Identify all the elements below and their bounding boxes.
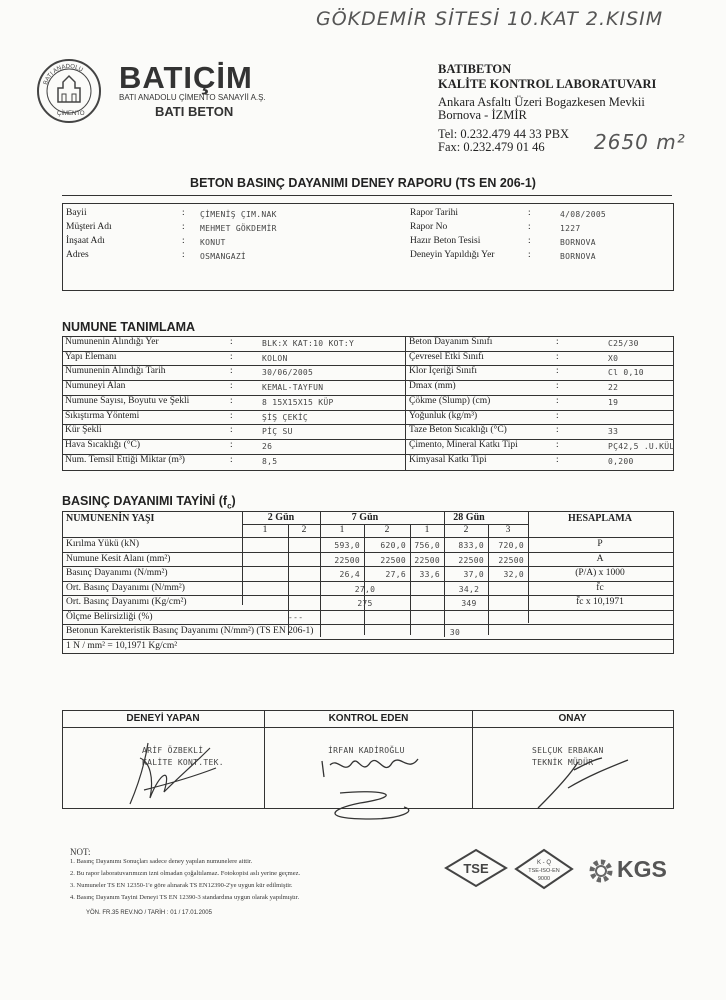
- sample-spec-label: Çevresel Etki Sınıfı: [409, 351, 484, 362]
- colon-separator: :: [528, 208, 531, 218]
- report-info-value: 4/08/2005: [560, 210, 607, 219]
- approver-name: SELÇUK ERBAKAN: [532, 746, 604, 755]
- strength-cell: 22500: [498, 555, 524, 565]
- colon-separator: :: [556, 454, 559, 465]
- handwritten-note-top: GÖKDEMİR SİTESİ 10.KAT 2.KISIM: [316, 8, 664, 30]
- signature-header-controller: KONTROL EDEN: [328, 713, 409, 724]
- customer-info-label: Bayii: [66, 208, 87, 218]
- average-row-label: Ort. Basınç Dayanımı (Kg/cm²): [66, 597, 187, 607]
- colon-separator: :: [230, 351, 233, 362]
- strength-cell: 620,0: [380, 541, 406, 550]
- lab-title: KALİTE KONTROL LABORATUVARI: [438, 77, 657, 91]
- signature-header-approval: ONAY: [558, 713, 587, 724]
- customer-info-label: Adres: [66, 250, 89, 260]
- average-28-days: 34,2: [458, 584, 480, 594]
- form-code: YÖN. FR.35 REV.NO / TARİH : 01 / 17.01.2005: [86, 910, 212, 916]
- colon-separator: :: [556, 366, 559, 377]
- report-title: BETON BASINÇ DAYANIMI DENEY RAPORU (TS EN 206-1): [190, 176, 536, 190]
- strength-row-label: Basınç Dayanımı (N/mm²): [66, 568, 168, 578]
- controller-signature: [300, 745, 440, 830]
- table-row-line: [62, 566, 673, 567]
- sample-value: 26: [262, 441, 273, 451]
- sample-row-line: [62, 424, 673, 425]
- strength-calc: P: [597, 539, 603, 549]
- sample-row-line: [62, 351, 673, 352]
- col-group-7-days: 7 Gün: [351, 512, 379, 523]
- header-bottom-line: [62, 537, 673, 538]
- note-item: 4. Basınç Dayanım Tayini Deneyi TS EN 12390-3 standardına uygun olarak yapılmıştır.: [70, 894, 300, 901]
- sub-col-header: 2: [384, 525, 390, 535]
- colon-separator: :: [556, 395, 559, 406]
- strength-row-label: Numune Kesit Alanı (mm²): [66, 553, 171, 564]
- colon-separator: :: [230, 425, 233, 436]
- colon-separator: :: [230, 454, 233, 465]
- average-calc: f̄c: [596, 582, 604, 593]
- colon-separator: :: [556, 381, 559, 392]
- colon-separator: :: [556, 337, 559, 347]
- sub-col-header: 3: [505, 525, 511, 535]
- strength-cell: 22500: [380, 555, 406, 565]
- colon-separator: :: [182, 222, 185, 232]
- report-info-label: Rapor Tarihi: [410, 208, 458, 218]
- customer-info-label: İnşaat Adı: [66, 236, 105, 246]
- lab-name: BATIBETON: [438, 62, 512, 76]
- sample-row-line: [62, 439, 673, 440]
- colon-separator: :: [556, 351, 559, 362]
- sample-row-line: [62, 410, 673, 411]
- sample-spec-label: Beton Dayanım Sınıfı: [409, 337, 493, 347]
- notes-title: NOT:: [70, 847, 91, 857]
- sample-spec-value: Cl 0,10: [608, 368, 644, 378]
- col-calc-header: HESAPLAMA: [568, 513, 632, 524]
- svg-text:TSE-ISO-EN: TSE-ISO-EN: [528, 868, 560, 874]
- table-row-line: [62, 639, 673, 640]
- brand-name: BATIÇİM: [119, 60, 253, 95]
- note-item: 1. Basınç Dayanımı Sonuçları sadece deney yapılan numunelere aittir.: [70, 858, 253, 865]
- signature-divider-1: [264, 710, 265, 808]
- customer-info-label: Müşteri Adı: [66, 222, 112, 232]
- kq-iso-logo: [514, 848, 574, 890]
- col-group-2-days: 2 Gün: [267, 512, 295, 523]
- strength-cell: 22500: [458, 555, 484, 565]
- strength-cell: 33,6: [419, 570, 440, 579]
- strength-cell: 22500: [414, 555, 440, 565]
- sub-col-header: 1: [424, 525, 430, 535]
- unit-conversion-note: 1 N / mm² = 10,1971 Kg/cm²: [66, 640, 178, 651]
- sub-col-header: 2: [301, 525, 307, 535]
- sub-col-header: 1: [339, 525, 345, 535]
- strength-cell: 720,0: [498, 541, 524, 550]
- report-info-value: BORNOVA: [560, 252, 596, 261]
- colon-separator: :: [182, 236, 185, 246]
- col-group-28-days: 28 Gün: [453, 512, 485, 523]
- signature-divider-2: [472, 710, 473, 808]
- sample-label: Yapı Elemanı: [65, 351, 117, 362]
- strength-calc: A: [596, 553, 604, 564]
- tester-title: KALİTE KONT.TEK.: [142, 758, 224, 767]
- kgs-logo-text: KGS: [617, 856, 667, 882]
- table-row-line: [62, 624, 673, 625]
- tester-signature: [120, 738, 230, 813]
- note-item: 3. Numuneler TS EN 12350-1'e göre alınarak TS EN12390-2'ye uygun kür edilmiştir.: [70, 882, 293, 889]
- colon-separator: :: [556, 410, 559, 421]
- strength-row-label: Kırılma Yükü (kN): [66, 539, 139, 549]
- sample-value: KOLON: [262, 353, 288, 363]
- colon-separator: :: [230, 337, 233, 347]
- characteristic-value: 30: [449, 628, 461, 637]
- colon-separator: :: [230, 366, 233, 377]
- sample-spec-value: X0: [608, 353, 619, 363]
- strength-cell: 26,4: [339, 570, 360, 579]
- sample-section-title: NUMUNE TANIMLAMA: [62, 320, 196, 334]
- colon-separator: :: [528, 236, 531, 246]
- table-row-line: [62, 552, 673, 553]
- table-row-line: [62, 595, 673, 596]
- brand-company: BATI ANADOLU ÇİMENTO SANAYİİ A.Ş.: [119, 93, 266, 102]
- average-calc: f̄c x 10,1971: [576, 597, 624, 607]
- sample-spec-label: Çökme (Slump) (cm): [409, 395, 491, 406]
- lab-fax: Fax: 0.232.479 01 46: [438, 140, 545, 154]
- sample-value: BLK:X KAT:10 KOT:Y: [262, 339, 355, 348]
- sample-label: Numunenin Alındığı Yer: [65, 337, 159, 347]
- sample-spec-label: Dmax (mm): [409, 381, 456, 392]
- report-info-label: Hazır Beton Tesisi: [410, 236, 481, 246]
- report-info-value: 1227: [560, 224, 581, 233]
- strength-cell: 833,0: [458, 541, 484, 550]
- controller-name: İRFAN KADİROĞLU: [328, 746, 405, 755]
- sample-spec-value: 19: [608, 397, 619, 407]
- colon-separator: :: [528, 250, 531, 260]
- customer-info-value: OSMANGAZİ: [200, 252, 247, 261]
- sample-spec-label: Klor İçeriği Sınıfı: [409, 366, 478, 377]
- approver-title: TEKNİK MÜDÜR: [532, 758, 594, 767]
- title-divider: [62, 195, 672, 196]
- report-info-label: Rapor No: [410, 222, 448, 232]
- company-seal-logo: [36, 58, 102, 124]
- colon-separator: :: [230, 381, 233, 392]
- colon-separator: :: [230, 395, 233, 406]
- colon-separator: :: [556, 425, 559, 436]
- strength-cell: 22500: [334, 555, 360, 565]
- sub-col-header: 2: [463, 525, 469, 535]
- sample-label: Num. Temsil Ettiği Miktar (m³): [65, 454, 185, 465]
- table-row-line: [62, 610, 673, 611]
- sample-label: Sıkıştırma Yöntemi: [65, 410, 140, 421]
- sample-spec-value: 22: [608, 383, 619, 393]
- sample-value: ŞİŞ ÇEKİÇ: [262, 412, 309, 422]
- sample-spec-label: Kimyasal Katkı Tipi: [409, 454, 487, 465]
- report-info-value: BORNOVA: [560, 238, 596, 247]
- sample-spec-value: C25/30: [608, 339, 639, 348]
- uncertainty-label: Ölçme Belirsizliği (%): [66, 611, 153, 622]
- average-28-days: 349: [461, 599, 477, 608]
- colon-separator: :: [182, 250, 185, 260]
- sample-spec-label: Taze Beton Sıcaklığı (°C): [409, 425, 507, 436]
- characteristic-label: Betonun Karekteristik Basınç Dayanımı (N/mm²) (TS EN 206-1): [66, 626, 314, 636]
- customer-info-value: MEHMET GÖKDEMİR: [200, 224, 277, 233]
- sample-label: Kür Şekli: [65, 425, 102, 436]
- svg-text:ÇİMENTO: ÇİMENTO: [57, 111, 85, 117]
- report-info-label: Deneyin Yapıldığı Yer: [410, 250, 495, 260]
- sample-label: Hava Sıcaklığı (°C): [65, 439, 141, 450]
- strength-cell: 756,0: [414, 541, 440, 550]
- signature-header-tester: DENEYİ YAPAN: [126, 713, 200, 724]
- col-age-header: NUMUNENİN YAŞI: [66, 513, 155, 524]
- svg-text:K - Q: K - Q: [536, 860, 552, 866]
- kgs-gear-icon: [586, 856, 616, 886]
- lab-address-1: Ankara Asfaltı Üzeri Bogazkesen Mevkii: [438, 95, 645, 109]
- signature-header-line: [62, 727, 673, 728]
- sample-table-divider: [405, 336, 406, 470]
- average-7-days: 27,0: [354, 584, 376, 594]
- tester-name: ARİF ÖZBEKLİ: [142, 746, 204, 755]
- lab-tel: Tel: 0.232.479 44 33 PBX: [438, 127, 570, 141]
- uncertainty-value: ---: [288, 612, 304, 622]
- sample-value: PİÇ SU: [262, 427, 293, 437]
- sample-spec-value: 33: [608, 427, 619, 437]
- strength-cell: 37,0: [463, 570, 484, 579]
- sample-spec-value: PÇ42,5 .U.KÜL: [608, 441, 675, 451]
- average-7-days: 275: [357, 599, 373, 608]
- handwritten-note-side: 2650 m²: [594, 130, 686, 154]
- colon-separator: :: [182, 208, 185, 218]
- svg-text:9000: 9000: [537, 876, 551, 882]
- sample-label: Numune Sayısı, Boyutu ve Şekli: [65, 395, 190, 406]
- sample-spec-value: 0,200: [608, 456, 634, 466]
- brand-sub: BATI BETON: [155, 104, 234, 119]
- table-row-line: [62, 581, 673, 582]
- colon-separator: :: [230, 410, 233, 421]
- sample-value: 8 15X15X15 KÜP: [262, 397, 334, 407]
- strength-section-title: BASINÇ DAYANIMI TAYİNİ $(f_c)$: [62, 494, 236, 511]
- sample-spec-label: Çimento, Mineral Katkı Tipi: [409, 439, 518, 450]
- sample-label: Numuneyi Alan: [65, 381, 126, 392]
- lab-address-2: Bornova - İZMİR: [438, 108, 527, 122]
- tse-logo-text: TSE: [463, 861, 489, 876]
- colon-separator: :: [230, 439, 233, 450]
- colon-separator: :: [528, 222, 531, 232]
- note-item: 2. Bu rapor laboratuvarımızın izni olmadan çoğaltılamaz. Fotokopisi aslı yerine geçmez.: [70, 870, 301, 877]
- sample-value: 30/06/2005: [262, 368, 314, 378]
- sub-col-header: 1: [262, 525, 268, 535]
- customer-info-value: ÇİMENİŞ ÇIM.NAK: [200, 210, 277, 219]
- customer-info-value: KONUT: [200, 238, 226, 247]
- svg-text:BATI ANADOLU: BATI ANADOLU: [42, 63, 84, 86]
- tse-logo: [444, 848, 508, 888]
- strength-cell: 593,0: [334, 541, 360, 550]
- sample-spec-label: Yoğunluk (kg/m³): [409, 410, 478, 421]
- approver-signature: [528, 748, 638, 823]
- sample-label: Numunenin Alındığı Tarih: [65, 366, 166, 377]
- sample-row-line: [62, 380, 673, 381]
- sample-value: KEMAL-TAYFUN: [262, 383, 324, 393]
- strength-calc: (P/A) x 1000: [575, 568, 625, 578]
- strength-cell: 32,0: [503, 570, 524, 579]
- average-row-label: Ort. Basınç Dayanımı (N/mm²): [66, 582, 185, 593]
- sample-value: 8,5: [262, 456, 278, 466]
- colon-separator: :: [556, 439, 559, 450]
- strength-cell: 27,6: [385, 570, 406, 579]
